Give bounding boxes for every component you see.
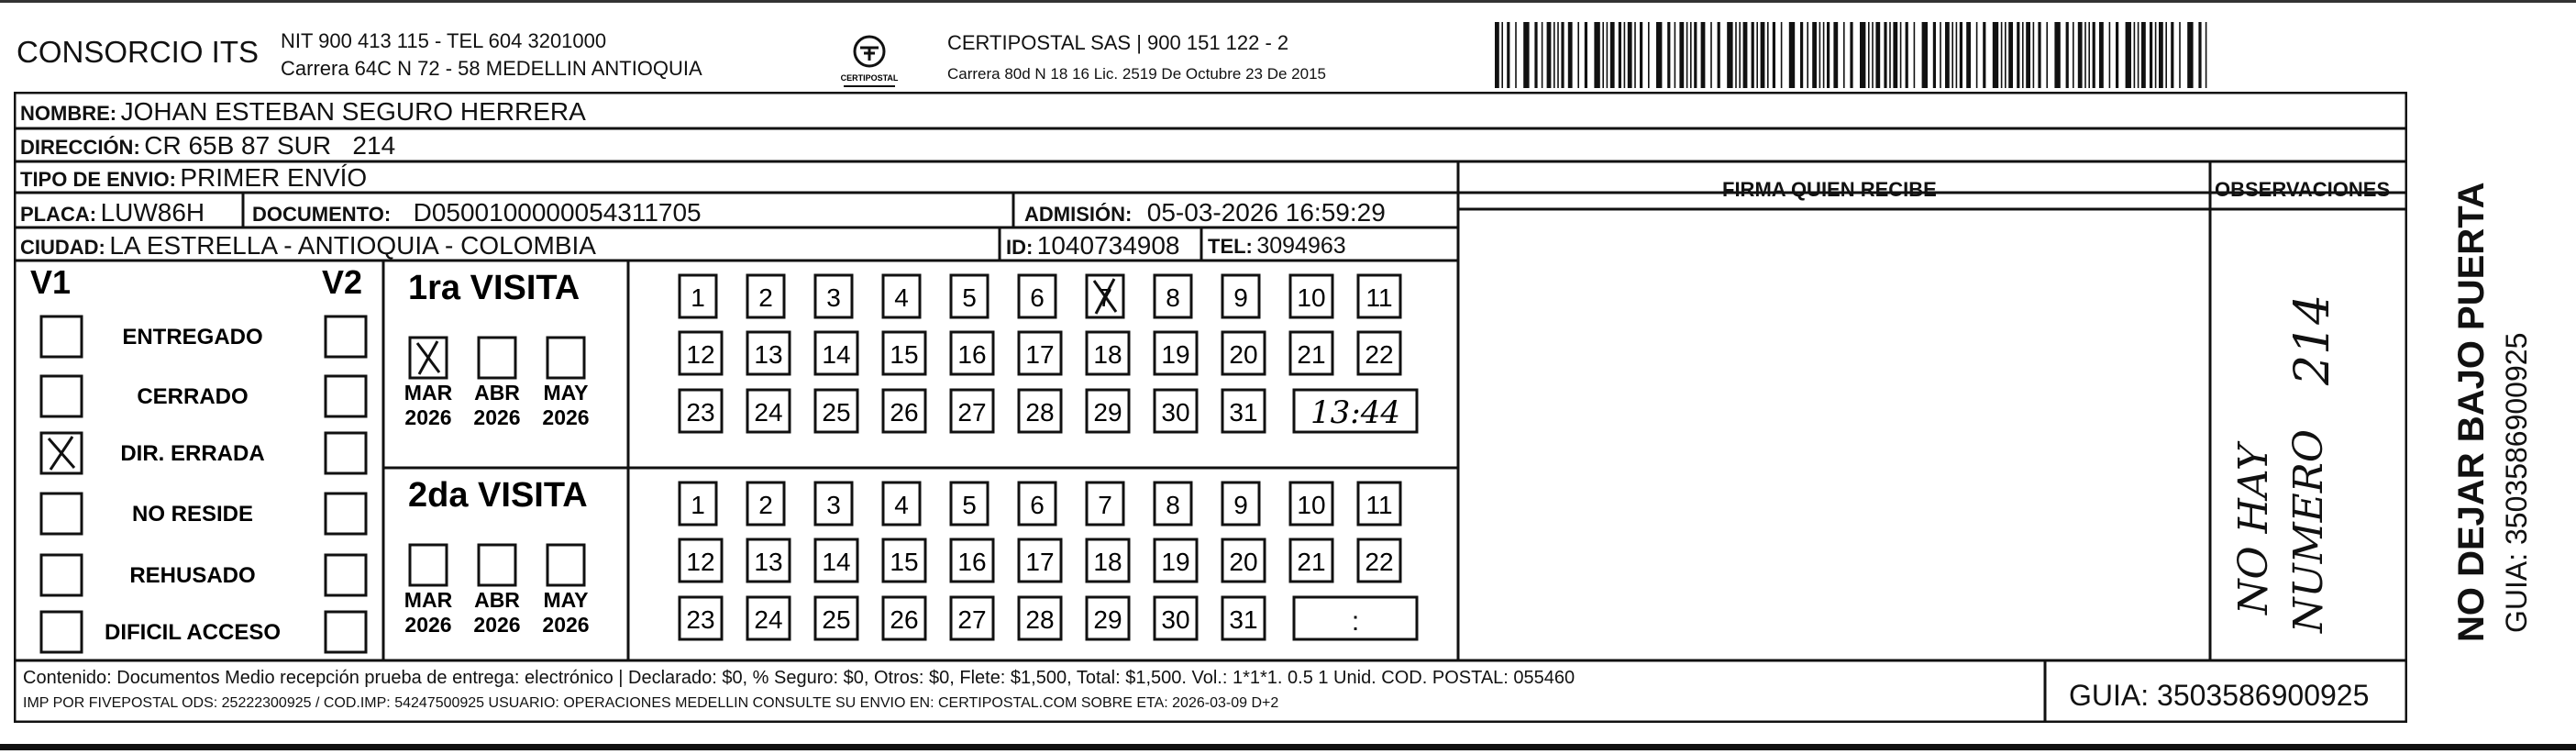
barcode-bar [2165, 22, 2167, 88]
v1-checkbox[interactable] [41, 555, 82, 595]
barcode-bar [2150, 22, 2152, 88]
barcode-bar [1602, 22, 1604, 88]
barcode-bar [1823, 22, 1825, 88]
day-label: 6 [1030, 283, 1045, 312]
barcode-bar [1807, 22, 1808, 88]
status-label: ENTREGADO [122, 325, 263, 349]
admision-row [1024, 198, 1386, 227]
barcode-bar [1634, 22, 1636, 88]
admision-value: 05-03-2026 16:59:29 [1146, 198, 1386, 227]
documento-value: D0500100000054311705 [413, 198, 702, 227]
year-label: 2026 [473, 613, 521, 637]
day-label: 20 [1229, 548, 1258, 576]
month-checkbox[interactable] [410, 545, 447, 585]
barcode-bar [2099, 22, 2104, 88]
v2-checkbox[interactable] [326, 493, 366, 534]
barcode-bar [1585, 22, 1587, 88]
day-label: 7 [1098, 491, 1112, 519]
ciudad-value: LA ESTRELLA - ANTIOQUIA - COLOMBIA [109, 231, 596, 260]
barcode-bar [1501, 22, 1503, 88]
barcode-bar [2005, 22, 2007, 88]
barcode-bar [1860, 22, 1865, 88]
time-value: 13:44 [1310, 394, 1400, 431]
barcode-bar [1523, 22, 1529, 88]
tipo-row [20, 163, 367, 193]
day-label: 1 [691, 491, 705, 519]
barcode-bar [1966, 22, 1971, 88]
company-nit: NIT 900 413 115 - TEL 604 3201000 [281, 29, 607, 52]
day-label: 16 [957, 548, 987, 576]
day-label: 18 [1093, 548, 1122, 576]
day-label: 21 [1297, 548, 1326, 576]
obs-handwritten-3: 214 [2285, 294, 2340, 385]
barcode-bar [1976, 22, 1978, 88]
ciudad-row [20, 231, 596, 261]
year-label: 2026 [542, 405, 590, 429]
barcode-bar [2206, 22, 2207, 88]
barcode-bar [1686, 22, 1688, 88]
nombre-label: NOMBRE: [20, 102, 117, 125]
tel-value: 3094963 [1256, 233, 1346, 259]
month-label: MAY [543, 381, 589, 405]
year-label: 2026 [473, 405, 521, 429]
placa-label: PLACA: [20, 203, 97, 226]
barcode-bar [1993, 22, 1998, 88]
company-name: CONSORCIO ITS [17, 35, 260, 69]
obs-handwritten-1: NO HAY [2230, 444, 2277, 615]
delivery-form [14, 92, 2407, 723]
status-label: DIR. ERRADA [120, 441, 265, 466]
day-label: 14 [822, 340, 851, 369]
day-label: 19 [1161, 548, 1190, 576]
barcode-bar [1542, 22, 1543, 88]
day-label: 4 [894, 491, 909, 519]
day-label: 9 [1233, 283, 1248, 312]
barcode-bar [2078, 22, 2083, 88]
barcode-bar [1889, 22, 1891, 88]
month-label: ABR [474, 588, 520, 612]
day-label: 16 [957, 340, 987, 369]
day-label: 10 [1297, 491, 1326, 519]
v2-header: V2 [322, 263, 363, 301]
barcode-bar [2187, 22, 2193, 88]
barcode-bar [2088, 22, 2090, 88]
barcode-bar [1694, 22, 1697, 88]
day-label: 17 [1025, 340, 1055, 369]
company-address: Carrera 64C N 72 - 58 MEDELLIN ANTIOQUIA [281, 57, 702, 80]
barcode-bar [2159, 22, 2163, 88]
day-label: 25 [822, 398, 851, 427]
barcode [1495, 18, 2228, 92]
barcode-bar [1495, 22, 1499, 88]
day-label: 19 [1161, 340, 1190, 369]
barcode-bar [1872, 22, 1874, 88]
barcode-bar [1914, 22, 1916, 88]
v2-checkbox[interactable] [326, 376, 366, 416]
company-info [281, 28, 702, 83]
v1-checkbox[interactable] [41, 376, 82, 416]
day-label: 10 [1297, 283, 1326, 312]
day-label: 29 [1093, 398, 1122, 427]
time-value: : [1351, 606, 1360, 637]
barcode-bar [1819, 22, 1821, 88]
barcode-bar [1507, 22, 1509, 88]
side-guia: GUIA: 3503586900925 [2500, 332, 2533, 633]
month-label: MAR [404, 381, 453, 405]
day-label: 23 [686, 398, 715, 427]
svg-text:CERTIPOSTAL: CERTIPOSTAL [840, 73, 899, 83]
v2-checkbox[interactable] [326, 433, 366, 473]
barcode-bar [2026, 22, 2030, 88]
day-label: 27 [957, 398, 987, 427]
barcode-bar [1900, 22, 1902, 88]
barcode-bar [1940, 22, 1941, 88]
status-label: REHUSADO [129, 563, 256, 588]
barcode-bar [1800, 22, 1803, 88]
certipostal-logo-icon [836, 28, 902, 94]
day-label: 11 [1365, 491, 1393, 519]
barcode-bar [1701, 22, 1706, 88]
day-label: 3 [826, 491, 841, 519]
v1-check-mark [49, 437, 74, 470]
barcode-bar [1553, 22, 1555, 88]
month-checkbox[interactable] [547, 338, 584, 378]
month-label: MAY [543, 588, 589, 612]
barcode-bar [1710, 22, 1712, 88]
day-label: 15 [890, 340, 919, 369]
year-label: 2026 [404, 613, 452, 637]
barcode-bar [1827, 22, 1830, 88]
barcode-bar [1868, 22, 1870, 88]
id-value: 1040734908 [1036, 231, 1180, 260]
direccion-value: CR 65B 87 SUR 214 [144, 131, 396, 160]
v1-checkbox[interactable] [41, 612, 82, 652]
obs-handwritten-2: NUMERO [2285, 429, 2332, 633]
barcode-bar [2033, 22, 2035, 88]
v2-checkbox[interactable] [326, 316, 366, 357]
day-label: 6 [1030, 491, 1045, 519]
barcode-bar [1956, 22, 1958, 88]
barcode-bar [1648, 22, 1650, 88]
direccion-row [20, 131, 395, 161]
day-label: 5 [962, 491, 977, 519]
day-label: 28 [1025, 605, 1055, 634]
visit2-title: 2da VISITA [408, 476, 588, 515]
barcode-bar [1735, 22, 1737, 88]
certipostal-name: CERTIPOSTAL SAS | 900 151 122 - 2 [947, 31, 1289, 54]
day-label: 25 [822, 605, 851, 634]
barcode-bar [1843, 22, 1845, 88]
v1-header: V1 [30, 263, 72, 301]
barcode-bar [2038, 22, 2040, 88]
day-label: 2 [758, 491, 773, 519]
nombre-row [20, 97, 586, 127]
barcode-bar [2001, 22, 2003, 88]
v2-checkbox[interactable] [326, 555, 366, 595]
day-label: 20 [1229, 340, 1258, 369]
month-checkbox[interactable] [547, 545, 584, 585]
barcode-bar [1656, 22, 1662, 88]
placa-row [20, 198, 205, 227]
day-label: 9 [1233, 491, 1248, 519]
nombre-value: JOHAN ESTEBAN SEGURO HERRERA [120, 97, 586, 126]
day-label: 29 [1093, 605, 1122, 634]
barcode-bar [1756, 22, 1758, 88]
barcode-bar [2116, 22, 2118, 88]
documento-label: DOCUMENTO: [252, 203, 392, 226]
day-label: 18 [1093, 340, 1122, 369]
day-label: 27 [957, 605, 987, 634]
day-label: 24 [754, 398, 783, 427]
barcode-bar [1624, 22, 1626, 88]
barcode-bar [1761, 22, 1765, 88]
day-label: 5 [962, 283, 977, 312]
documento-row [252, 198, 702, 227]
barcode-bar [1945, 22, 1950, 88]
day-label: 17 [1025, 548, 1055, 576]
month-check-mark [417, 341, 439, 374]
barcode-bar [2155, 22, 2157, 88]
barcode-bar [1547, 22, 1552, 88]
barcode-bar [1557, 22, 1559, 88]
ciudad-label: CIUDAD: [20, 236, 105, 259]
day-label: 31 [1229, 398, 1258, 427]
day-label: 7 [1098, 283, 1112, 312]
barcode-bar [1773, 22, 1775, 88]
barcode-bar [1679, 22, 1684, 88]
observaciones-label: OBSERVACIONES [2215, 178, 2391, 201]
barcode-bar [1561, 22, 1564, 88]
day-label: 23 [686, 605, 715, 634]
barcode-bar [1983, 22, 1985, 88]
barcode-bar [2138, 22, 2139, 88]
barcode-bar [1568, 22, 1573, 88]
barcode-bar [1607, 22, 1609, 88]
month-label: ABR [474, 381, 520, 405]
barcode-bar [2073, 22, 2074, 88]
status-label: CERRADO [137, 384, 249, 409]
day-label: 3 [826, 283, 841, 312]
barcode-bar [2066, 22, 2069, 88]
barcode-bar [1743, 22, 1748, 88]
visit1-title: 1ra VISITA [408, 269, 580, 307]
firma-label: FIRMA QUIEN RECIBE [1722, 178, 1937, 201]
barcode-bar [1610, 22, 1615, 88]
barcode-bar [1789, 22, 1795, 88]
barcode-bar [2046, 22, 2048, 88]
day-label: 8 [1166, 491, 1180, 519]
tel-row [1208, 233, 1346, 260]
day-label: 15 [890, 548, 919, 576]
barcode-bar [2054, 22, 2060, 88]
month-checkbox[interactable] [479, 545, 515, 585]
barcode-bar [1577, 22, 1579, 88]
barcode-bar [1922, 22, 1928, 88]
barcode-bar [2093, 22, 2095, 88]
placa-value: LUW86H [100, 198, 205, 227]
barcode-bar [1951, 22, 1953, 88]
barcode-bar [1812, 22, 1817, 88]
barcode-bar [1850, 22, 1852, 88]
day-label: 21 [1297, 340, 1326, 369]
barcode-bar [1718, 22, 1720, 88]
day-label: 13 [754, 340, 783, 369]
barcode-bar [2017, 22, 2019, 88]
status-label: DIFICIL ACCESO [104, 620, 282, 645]
barcode-bar [1767, 22, 1769, 88]
month-label: MAR [404, 588, 453, 612]
barcode-bar [2179, 22, 2181, 88]
footer-print-info: IMP POR FIVEPOSTAL ODS: 25222300925 / COD.IMP: 54247500925 USUARIO: OPERACIONES MEDELLIN CONSULTE SU ENVIO EN: CERTIPOSTAL.COM SOBRE ETA: 2026-03-09 D+2 [23, 695, 1279, 711]
barcode-bar [2134, 22, 2136, 88]
id-row [1006, 231, 1180, 261]
day-label: 8 [1166, 283, 1180, 312]
tel-label: TEL: [1208, 235, 1253, 258]
day-label: 26 [890, 398, 919, 427]
barcode-bar [2109, 22, 2111, 88]
day-label: 28 [1025, 398, 1055, 427]
barcode-bar [1884, 22, 1886, 88]
barcode-bar [1960, 22, 1962, 88]
day-label: 24 [754, 605, 783, 634]
barcode-bar [1675, 22, 1676, 88]
v2-checkbox[interactable] [326, 612, 366, 652]
footer-content: Contenido: Documentos Medio recepción prueba de entrega: electrónico | Declarado: $0, % Seguro: $0, Otros: $0, Flete: $1,500, Total: $1,500. Vol.: 1*1*1. 0.5 1 Unid. COD. POSTAL: 055460 [23, 668, 1575, 688]
barcode-bar [1515, 22, 1517, 88]
v1-checkbox[interactable] [41, 316, 82, 357]
day-label: 22 [1365, 340, 1394, 369]
admision-label: ADMISIÓN: [1024, 203, 1133, 226]
day-label: 1 [691, 283, 705, 312]
barcode-bar [1534, 22, 1537, 88]
day-label: 2 [758, 283, 773, 312]
barcode-bar [2171, 22, 2173, 88]
day-label: 31 [1229, 605, 1258, 634]
id-label: ID: [1006, 236, 1034, 259]
barcode-bar [1727, 22, 1732, 88]
barcode-bar [1640, 22, 1642, 88]
v1-checkbox[interactable] [41, 493, 82, 534]
barcode-bar [2008, 22, 2013, 88]
year-label: 2026 [404, 405, 452, 429]
tipo-value: PRIMER ENVÍO [180, 163, 368, 192]
barcode-bar [2141, 22, 2146, 88]
day-label: 14 [822, 548, 851, 576]
direccion-label: DIRECCIÓN: [20, 136, 140, 159]
barcode-bar [1690, 22, 1692, 88]
barcode-bar [2084, 22, 2086, 88]
barcode-bar [1893, 22, 1897, 88]
month-checkbox[interactable] [479, 338, 515, 378]
day-label: 30 [1161, 398, 1190, 427]
barcode-bar [1875, 22, 1880, 88]
day-label: 12 [686, 548, 715, 576]
barcode-bar [1619, 22, 1621, 88]
day-label: 4 [894, 283, 909, 312]
year-label: 2026 [542, 613, 590, 637]
barcode-bar [2022, 22, 2024, 88]
barcode-bar [1781, 22, 1783, 88]
day-label: 12 [686, 340, 715, 369]
barcode-bar [1667, 22, 1670, 88]
barcode-bar [1594, 22, 1599, 88]
certipostal-license: Carrera 80d N 18 16 Lic. 2519 De Octubre 23 De 2015 [947, 65, 1326, 83]
barcode-bar [2198, 22, 2201, 88]
barcode-bar [1739, 22, 1741, 88]
barcode-bar [1833, 22, 1838, 88]
barcode-bar [1906, 22, 1908, 88]
barcode-bar [1628, 22, 1632, 88]
top-rule [0, 0, 2576, 3]
barcode-bar [1752, 22, 1754, 88]
bottom-rule [0, 744, 2576, 750]
footer-guia: GUIA: 3503586900925 [2069, 679, 2370, 712]
day-label: 30 [1161, 605, 1190, 634]
day-label: 26 [890, 605, 919, 634]
day-label: 13 [754, 548, 783, 576]
barcode-bar [2126, 22, 2131, 88]
day-label: 11 [1365, 283, 1393, 312]
side-warning: NO DEJAR BAJO PUERTA [2451, 182, 2492, 642]
status-label: NO RESIDE [131, 502, 254, 527]
tipo-label: TIPO DE ENVIO: [20, 168, 176, 191]
certipostal-info [947, 28, 1326, 90]
day-label: 22 [1365, 548, 1394, 576]
barcode-bar [1933, 22, 1936, 88]
